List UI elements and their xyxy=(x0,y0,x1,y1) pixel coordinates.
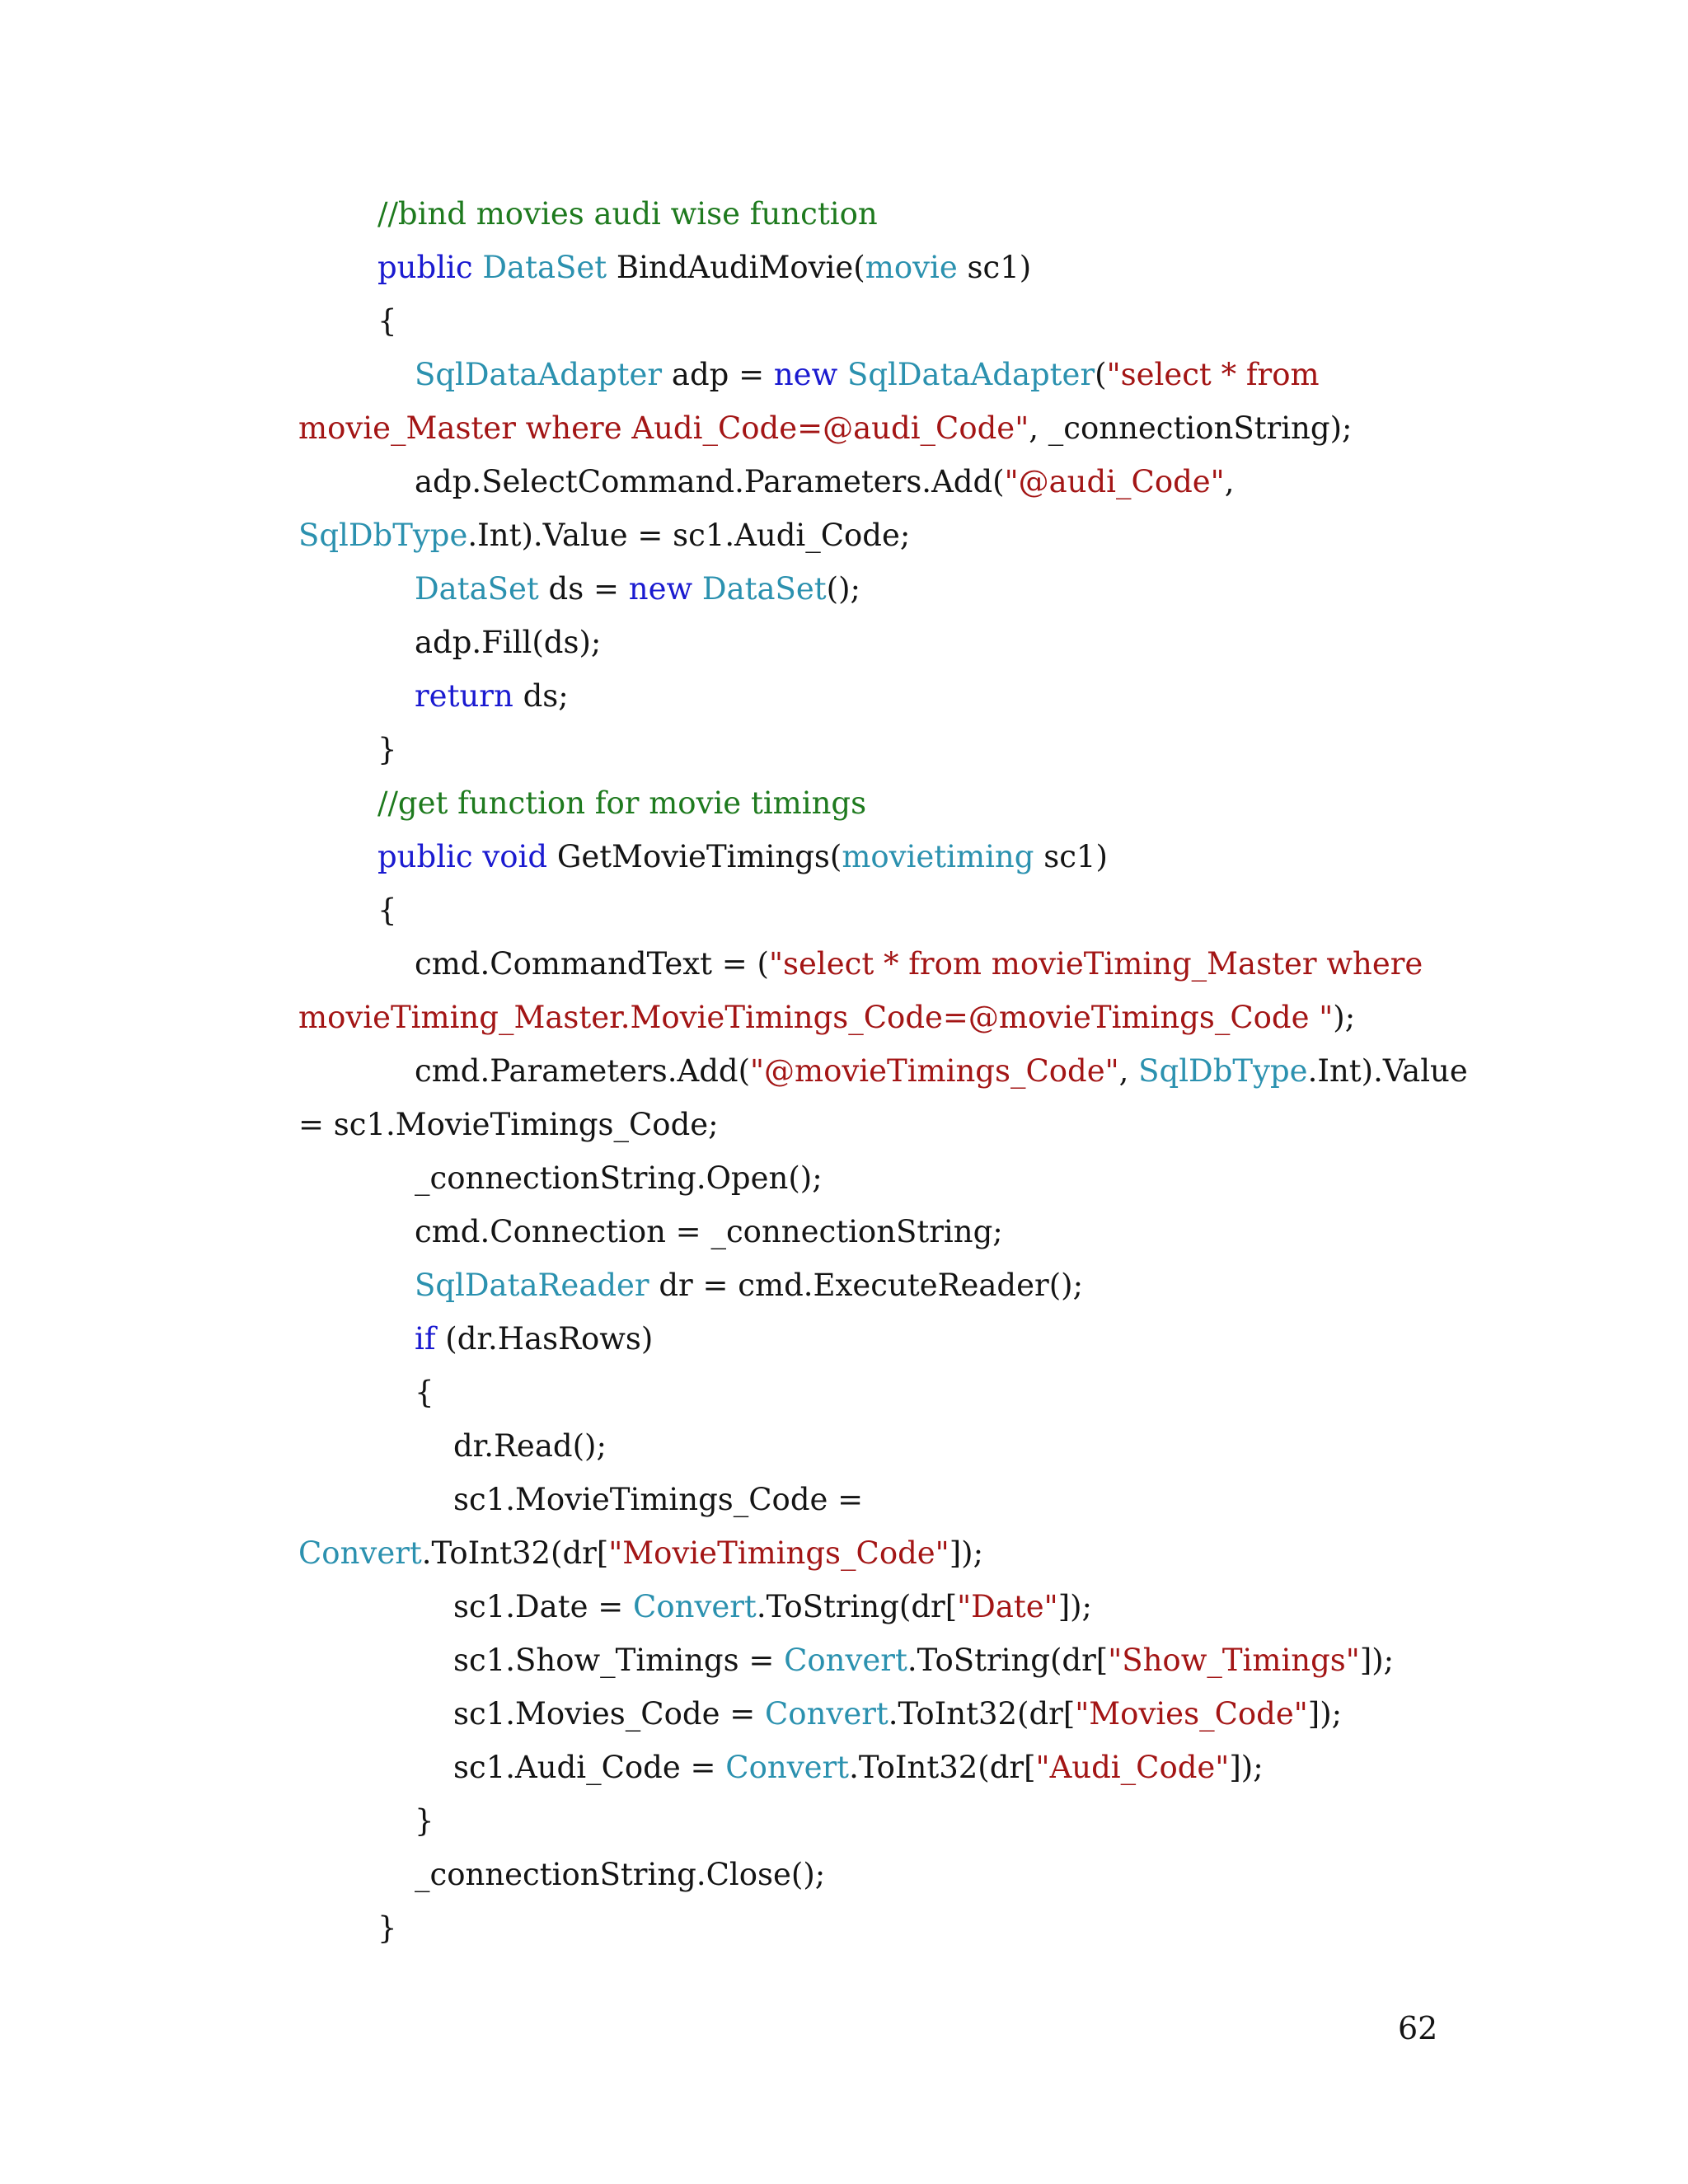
code-token-string: "Audi_Code" xyxy=(1035,1750,1230,1785)
code-token-string: "@movieTimings_Code" xyxy=(750,1053,1119,1089)
code-line xyxy=(453,1687,1342,1741)
code-token-plain: = sc1.MovieTimings_Code; xyxy=(298,1107,719,1142)
code-line xyxy=(415,616,601,669)
code-token-plain: (); xyxy=(826,571,861,607)
code-line xyxy=(453,1741,1264,1794)
code-token-keyword: new xyxy=(628,571,702,607)
code-line xyxy=(298,509,910,562)
code-token-plain: } xyxy=(415,1803,434,1839)
code-token-plain: cmd.Parameters.Add( xyxy=(415,1053,750,1089)
code-token-type: SqlDbType xyxy=(1138,1053,1308,1089)
page-number: 62 xyxy=(1398,2010,1438,2046)
code-token-plain: { xyxy=(415,1375,434,1410)
code-token-type: Convert xyxy=(784,1643,907,1678)
code-token-plain: sc1.Date = xyxy=(453,1589,634,1624)
code-token-plain: sc1) xyxy=(957,250,1032,285)
code-token-type: DataSet xyxy=(701,571,827,607)
code-line xyxy=(415,669,569,723)
code-token-plain: _connectionString.Open(); xyxy=(415,1160,823,1196)
code-token-plain: .ToString(dr[ xyxy=(756,1589,958,1624)
code-token-type: Convert xyxy=(298,1535,422,1571)
code-token-plain: .ToInt32(dr[ xyxy=(888,1696,1076,1732)
code-line xyxy=(415,1366,434,1419)
code-token-plain: ); xyxy=(1333,1000,1356,1035)
code-line xyxy=(377,883,397,937)
code-line xyxy=(415,937,1423,991)
code-token-plain: sc1.MovieTimings_Code = xyxy=(453,1482,864,1517)
code-token-type: SqlDataAdapter xyxy=(415,357,663,392)
code-token-plain: .ToInt32(dr[ xyxy=(849,1750,1036,1785)
code-line xyxy=(377,294,397,348)
code-token-keyword: new xyxy=(773,357,848,392)
code-token-plain: ]); xyxy=(1229,1750,1264,1785)
code-token-plain: GetMovieTimings( xyxy=(547,839,842,874)
code-line xyxy=(453,1633,1394,1687)
code-line xyxy=(377,1901,397,1955)
code-token-plain: ]); xyxy=(949,1535,984,1571)
code-token-plain: .Int).Value = sc1.Audi_Code; xyxy=(467,518,911,553)
code-line xyxy=(415,1044,1468,1098)
code-token-string: movie_Master where Audi_Code=@audi_Code" xyxy=(298,410,1029,446)
code-token-plain: , xyxy=(1224,464,1235,499)
code-line xyxy=(298,1526,983,1580)
code-token-plain: .ToInt32(dr[ xyxy=(421,1535,609,1571)
code-token-plain: } xyxy=(377,732,397,767)
code-token-string: "@audi_Code" xyxy=(1004,464,1225,499)
code-token-plain: , _connectionString); xyxy=(1029,410,1353,446)
code-line xyxy=(377,241,1031,294)
code-line xyxy=(415,1794,434,1848)
code-token-type: SqlDataReader xyxy=(415,1268,649,1303)
code-line xyxy=(415,562,860,616)
code-token-plain: dr.Read(); xyxy=(453,1428,607,1464)
code-token-string: "select * from xyxy=(1106,357,1320,392)
code-token-type: SqlDbType xyxy=(298,518,468,553)
code-token-type: Convert xyxy=(633,1589,757,1624)
code-token-comment: //get function for movie timings xyxy=(377,785,867,821)
code-token-keyword: if xyxy=(415,1321,436,1357)
code-token-plain: ]); xyxy=(1057,1589,1093,1624)
code-token-keyword: public void xyxy=(377,839,548,874)
code-line xyxy=(298,991,1355,1044)
code-token-type: Convert xyxy=(725,1750,850,1785)
code-token-plain: { xyxy=(377,303,397,339)
code-line xyxy=(415,1312,653,1366)
code-token-comment: //bind movies audi wise function xyxy=(377,196,878,232)
code-line xyxy=(415,1205,1003,1258)
code-token-plain: sc1.Audi_Code = xyxy=(453,1750,726,1785)
code-token-plain: sc1) xyxy=(1034,839,1108,874)
code-token-plain: adp = xyxy=(662,357,774,392)
code-token-plain: } xyxy=(377,1910,397,1946)
code-token-string: "MovieTimings_Code" xyxy=(608,1535,950,1571)
code-token-plain: (dr.HasRows) xyxy=(435,1321,654,1357)
code-token-string: movieTiming_Master.MovieTimings_Code=@movieTimings_Code " xyxy=(298,1000,1334,1035)
code-token-plain: .Int).Value xyxy=(1307,1053,1468,1089)
code-token-type: movietiming xyxy=(842,839,1034,874)
code-token-plain: sc1.Show_Timings = xyxy=(453,1643,785,1678)
code-token-plain: adp.SelectCommand.Parameters.Add( xyxy=(415,464,1005,499)
code-token-type: DataSet xyxy=(415,571,539,607)
code-token-plain: ]); xyxy=(1307,1696,1343,1732)
code-token-plain: ds; xyxy=(513,678,569,714)
code-line xyxy=(453,1419,607,1473)
code-token-type: SqlDataAdapter xyxy=(847,357,1095,392)
code-line xyxy=(415,348,1320,401)
code-token-string: "select * from movieTiming_Master where xyxy=(768,946,1423,982)
code-token-plain: ( xyxy=(1095,357,1107,392)
code-token-type: DataSet xyxy=(482,250,607,285)
code-line xyxy=(415,1258,1083,1312)
code-line xyxy=(415,455,1234,509)
code-token-type: Convert xyxy=(765,1696,889,1732)
code-line xyxy=(298,1098,719,1151)
code-token-plain: _connectionString.Close(); xyxy=(415,1857,826,1892)
code-token-plain: cmd.CommandText = ( xyxy=(415,946,769,982)
code-token-plain: adp.Fill(ds); xyxy=(415,625,602,660)
code-line xyxy=(377,830,1108,883)
code-line xyxy=(377,776,866,830)
code-line xyxy=(453,1580,1092,1633)
code-token-plain: ds = xyxy=(538,571,629,607)
code-line xyxy=(415,1151,823,1205)
code-token-plain: , xyxy=(1118,1053,1139,1089)
code-token-string: "Date" xyxy=(957,1589,1058,1624)
code-line xyxy=(298,401,1352,455)
code-token-keyword: public xyxy=(377,250,483,285)
code-token-plain: .ToString(dr[ xyxy=(907,1643,1109,1678)
code-line xyxy=(415,1848,825,1901)
code-line xyxy=(377,187,878,241)
code-token-plain: { xyxy=(377,893,397,928)
code-line xyxy=(453,1473,863,1526)
code-token-plain: ]); xyxy=(1359,1643,1395,1678)
code-line xyxy=(377,723,397,776)
code-token-plain: dr = cmd.ExecuteReader(); xyxy=(649,1268,1084,1303)
code-token-type: movie xyxy=(865,250,958,285)
code-token-string: "Show_Timings" xyxy=(1108,1643,1360,1678)
code-token-plain: sc1.Movies_Code = xyxy=(453,1696,765,1732)
code-token-keyword: return xyxy=(415,678,513,714)
code-token-plain: BindAudiMovie( xyxy=(607,250,865,285)
code-token-plain: cmd.Connection = _connectionString; xyxy=(415,1214,1003,1249)
code-token-string: "Movies_Code" xyxy=(1075,1696,1308,1732)
